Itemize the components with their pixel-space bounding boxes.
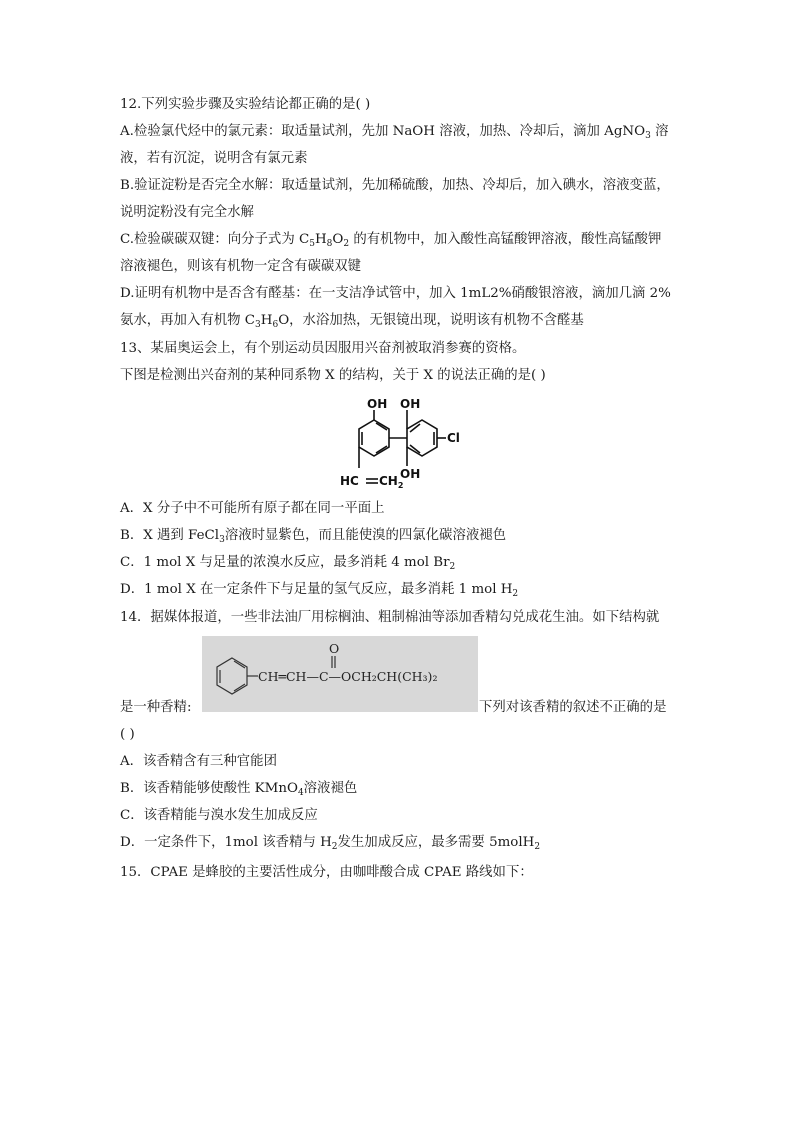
oh-label-1: OH [367, 397, 388, 411]
q12-option-c-line2: 溶液褪色，则该有机物一定含有碳碳双键 [120, 259, 362, 274]
q14-option-a: A．该香精含有三种官能团 [120, 754, 277, 769]
fragrance-chain: CH═CH—C—OCH₂CH(CH₃)₂ [258, 669, 438, 684]
q12-stem: 12.下列实验步骤及实验结论都正确的是( ) [120, 97, 371, 112]
q14-option-d: D．一定条件下，1mol 该香精与 $H_2$发生加成反应，最多需要 5molH$_2$ [120, 835, 541, 852]
q13-option-b: B．X 遇到 FeCl$_3$溶液时显紫色，而且能使溴的四氯化碳溶液褪色 [120, 528, 507, 545]
q12-option-b-line2: 说明淀粉没有完全水解 [120, 205, 254, 220]
fragrance-structure-image [202, 636, 478, 712]
q12-option-a-line1: A.检验氯代烃中的氯元素：取适量试剂，先加 NaOH 溶液，加热、冷却后，滴加 AgNO$_3$ 溶 [120, 124, 669, 141]
q14-option-c: C．该香精能与溴水发生加成反应 [120, 808, 318, 823]
q14-option-b: B．该香精能够使酸性 KMnO$_4$溶液褪色 [120, 781, 358, 798]
q13-option-d: D．1 mol X 在一定条件下与足量的氢气反应，最多消耗 1 mol $H_2$ [120, 582, 519, 599]
q14-stem-line1: 14．据媒体报道，一些非法油厂用棕榈油、粗制棉油等添加香精勾兑成花生油。如下结构就 [120, 610, 660, 625]
q14-stem-line2-end: 下列对该香精的叙述不正确的是 [479, 700, 667, 715]
q12-option-b-line1: B.验证淀粉是否完全水解：取适量试剂，先加稀硫酸，加热、冷却后，加入碘水，溶液变蓝， [120, 178, 670, 193]
q12-option-d-line2: 氨水，再加入有机物 $C_3H_6O$，水浴加热，无银镜出现，说明该有机物不含醛基 [120, 313, 584, 330]
fragrance-carbonyl-o: O [329, 641, 340, 656]
q13-option-a: A．X 分子中不可能所有原子都在同一平面上 [120, 501, 385, 516]
vinyl-label-ch: $CH_2$ [379, 474, 404, 490]
vinyl-label-hc: HC [340, 474, 359, 488]
molecule-x-structure [330, 396, 470, 492]
cl-label: Cl [447, 431, 460, 445]
q14-stem-line2-start: 是一种香精: [120, 700, 192, 715]
q13-stem-line2: 下图是检测出兴奋剂的某种同系物 X 的结构，关于 X 的说法正确的是( ) [120, 368, 546, 383]
q12-option-a-line2: 液，若有沉淀，说明含有氯元素 [120, 151, 308, 166]
q13-stem-line1: 13、某届奥运会上，有个别运动员因服用兴奋剂被取消参赛的资格。 [120, 341, 526, 356]
q15-stem: 15．CPAE 是蜂胶的主要活性成分，由咖啡酸合成 CPAE 路线如下： [120, 865, 533, 880]
q13-option-c: C．1 mol X 与足量的浓溴水反应，最多消耗 4 mol $Br_2$ [120, 555, 456, 572]
q12-option-c-line1: C.检验碳碳双键：向分子式为 $C_5H_8O_2$ 的有机物中，加入酸性高锰酸钾溶液，酸性高锰酸钾 [120, 232, 662, 249]
oh-label-3: OH [400, 467, 421, 481]
oh-label-2: OH [400, 397, 421, 411]
q14-stem-paren: ( ) [120, 727, 135, 742]
q12-option-d-line1: D.证明有机物中是否含有醛基：在一支洁净试管中，加入 1mL2%硝酸银溶液，滴加几滴 2% [120, 286, 671, 301]
